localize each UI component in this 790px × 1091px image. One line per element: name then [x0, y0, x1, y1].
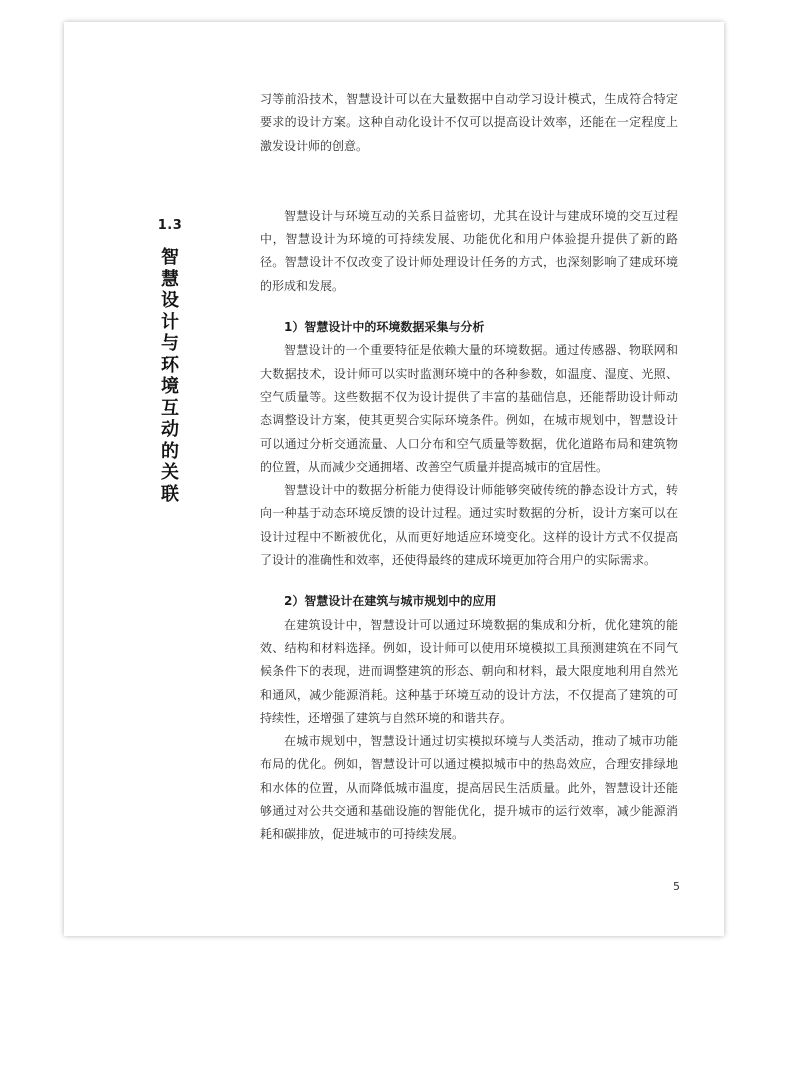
subsection-2-paragraph-2: 在城市规划中，智慧设计通过切实模拟环境与人类活动，推动了城市功能布局的优化。例如，智慧设计可以通过模拟城市中的热岛效应，合理安排绿地和水体的位置，从而降低城市温度，提高居民生活质量。此外，智慧设计还能够通过对公共交通和基础设施的智能优化，提升城市的运行效率，减少能源消耗和碳排放，促进城市的可持续发展。 — [260, 734, 678, 842]
subsection-1-paragraph-1: 智慧设计的一个重要特征是依赖大量的环境数据。通过传感器、物联网和大数据技术，设计师可以实时监测环境中的各种参数，如温度、湿度、光照、空气质量等。这些数据不仅为设计提供了丰富的基础信息，还能帮助设计师动态调整设计方案，使其更契合实际环境条件。例如，在城市规划中，智慧设计可以通过分析交通流量、人口分布和空气质量等数据，优化道路布局和建筑物的位置，从而减少交通拥堵、改善空气质量并提高城市的宜居性。 — [260, 343, 678, 474]
intro-continuation-paragraph: 习等前沿技术，智慧设计可以在大量数据中自动学习设计模式，生成符合特定要求的设计方案。这种自动化设计不仅可以提高设计效率，还能在一定程度上激发设计师的创意。 — [260, 92, 678, 153]
subsection-spacer — [260, 572, 678, 590]
section-spacer — [260, 158, 678, 205]
section-heading — [150, 218, 190, 505]
section-title: 智慧设计与环境互动的关联 — [161, 247, 179, 505]
document-page — [64, 22, 724, 936]
subsection-spacer — [260, 298, 678, 316]
body-text — [260, 88, 678, 847]
subsection-1-heading: 1）智慧设计中的环境数据采集与分析 — [284, 320, 485, 335]
subsection-2-heading: 2）智慧设计在建筑与城市规划中的应用 — [284, 594, 497, 609]
section-number: 1.3 — [157, 218, 183, 233]
page-number: 5 — [673, 880, 680, 893]
subsection-1-paragraph-2: 智慧设计中的数据分析能力使得设计师能够突破传统的静态设计方式，转向一种基于动态环境反馈的设计过程。通过实时数据的分析，设计方案可以在设计过程中不断被优化，从而更好地适应环境变化。这样的设计方式不仅提高了设计的准确性和效率，还使得最终的建成环境更加符合用户的实际需求。 — [260, 483, 678, 568]
subsection-2-paragraph-1: 在建筑设计中，智慧设计可以通过环境数据的集成和分析，优化建筑的能效、结构和材料选择。例如，设计师可以使用环境模拟工具预测建筑在不同气候条件下的表现，进而调整建筑的形态、朝向和材料，最大限度地利用自然光和通风，减少能源消耗。这种基于环境互动的设计方法，不仅提高了建筑的可持续性，还增强了建筑与自然环境的和谐共存。 — [260, 617, 678, 725]
section-intro-paragraph: 智慧设计与环境互动的关系日益密切，尤其在设计与建成环境的交互过程中，智慧设计为环境的可持续发展、功能优化和用户体验提升提供了新的路径。智慧设计不仅改变了设计师处理设计任务的方式，也深刻影响了建成环境的形成和发展。 — [260, 208, 678, 293]
